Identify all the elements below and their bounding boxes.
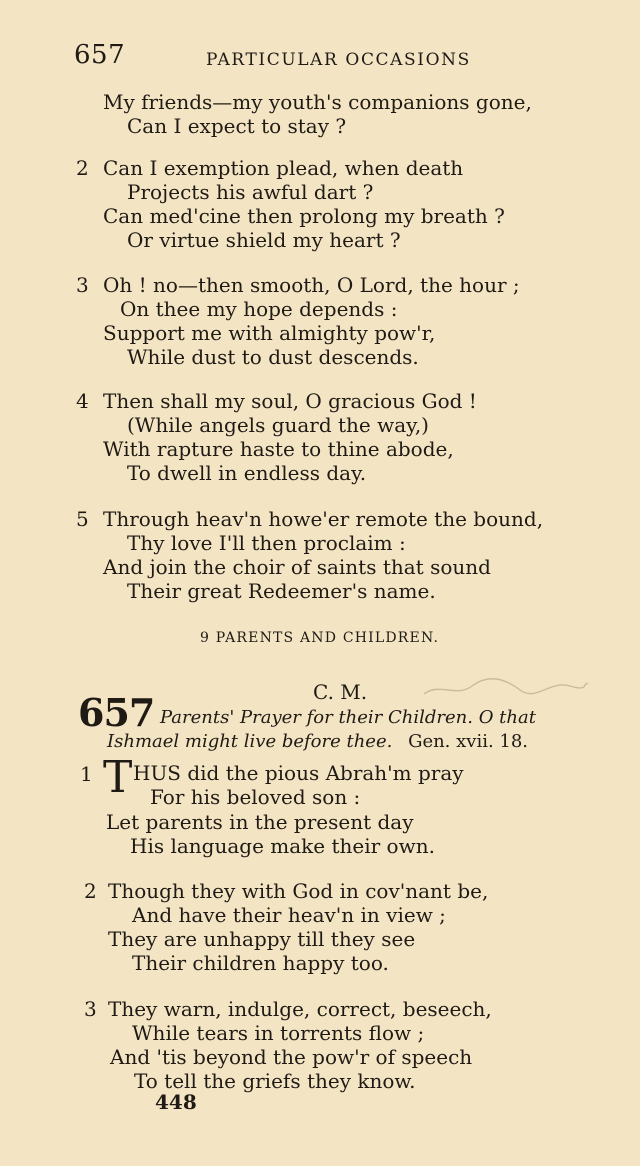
verse-line: While tears in torrents flow ; bbox=[132, 1021, 425, 1045]
verse-line: Can I expect to stay ? bbox=[127, 114, 347, 138]
page-folio: 448 bbox=[155, 1090, 197, 1114]
verse-line: To dwell in endless day. bbox=[127, 461, 367, 485]
drop-cap: T bbox=[103, 752, 133, 803]
hymn-title: Parents' Prayer for their Children. O that bbox=[160, 707, 536, 728]
verse-line: Oh ! no—then smooth, O Lord, the hour ; bbox=[103, 273, 520, 297]
verse-line: Projects his awful dart ? bbox=[127, 180, 374, 204]
hymn-title-continued bbox=[107, 731, 528, 752]
verse-line: Thy love I'll then proclaim : bbox=[127, 531, 406, 555]
stanza-number: 1 bbox=[80, 762, 93, 786]
verse-line: On thee my hope depends : bbox=[120, 297, 398, 321]
stanza-number: 2 bbox=[84, 879, 97, 903]
verse-line: Their children happy too. bbox=[132, 951, 389, 975]
stanza-number: 3 bbox=[76, 273, 89, 297]
running-title: PARTICULAR OCCASIONS bbox=[206, 50, 471, 70]
stanza-number: 5 bbox=[76, 507, 89, 531]
verse-line: Then shall my soul, O gracious God ! bbox=[103, 389, 477, 413]
verse-line: While dust to dust descends. bbox=[127, 345, 419, 369]
verse-line: Their great Redeemer's name. bbox=[127, 579, 436, 603]
verse-line: And 'tis beyond the pow'r of speech bbox=[110, 1045, 473, 1069]
stanza-number: 4 bbox=[76, 389, 89, 413]
verse-line: Support me with almighty pow'r, bbox=[103, 321, 436, 345]
stanza-number: 3 bbox=[84, 997, 97, 1021]
pencil-scribble bbox=[420, 672, 590, 702]
hymn-title-italic: Ishmael might live before thee. bbox=[107, 731, 393, 752]
hymn-number: 657 bbox=[78, 690, 155, 735]
verse-line: They are unhappy till they see bbox=[108, 927, 416, 951]
verse-line: Or virtue shield my heart ? bbox=[127, 228, 401, 252]
verse-line: Though they with God in cov'nant be, bbox=[108, 879, 489, 903]
hymn-meter: C. M. bbox=[313, 680, 368, 704]
header-page-number: 657 bbox=[74, 40, 126, 70]
scripture-reference: Gen. xvii. 18. bbox=[408, 731, 529, 752]
verse-line: My friends—my youth's companions gone, bbox=[103, 90, 532, 114]
stanza-number: 2 bbox=[76, 156, 89, 180]
verse-line: With rapture haste to thine abode, bbox=[103, 437, 454, 461]
verse-line: For his beloved son : bbox=[150, 785, 361, 809]
verse-line: Through heav'n howe'er remote the bound, bbox=[103, 507, 544, 531]
verse-line: Can med'cine then prolong my breath ? bbox=[103, 204, 505, 228]
verse-line: They warn, indulge, correct, beseech, bbox=[108, 997, 492, 1021]
verse-line: HUS did the pious Abrah'm pray bbox=[133, 761, 464, 785]
verse-line: Let parents in the present day bbox=[106, 810, 414, 834]
verse-line: To tell the griefs they know. bbox=[134, 1069, 416, 1093]
verse-line: And join the choir of saints that sound bbox=[103, 555, 491, 579]
verse-line: And have their heav'n in view ; bbox=[132, 903, 446, 927]
verse-line: His language make their own. bbox=[130, 834, 435, 858]
verse-line: (While angels guard the way,) bbox=[127, 413, 429, 437]
section-heading: 9 PARENTS AND CHILDREN. bbox=[200, 630, 440, 646]
verse-line: Can I exemption plead, when death bbox=[103, 156, 464, 180]
